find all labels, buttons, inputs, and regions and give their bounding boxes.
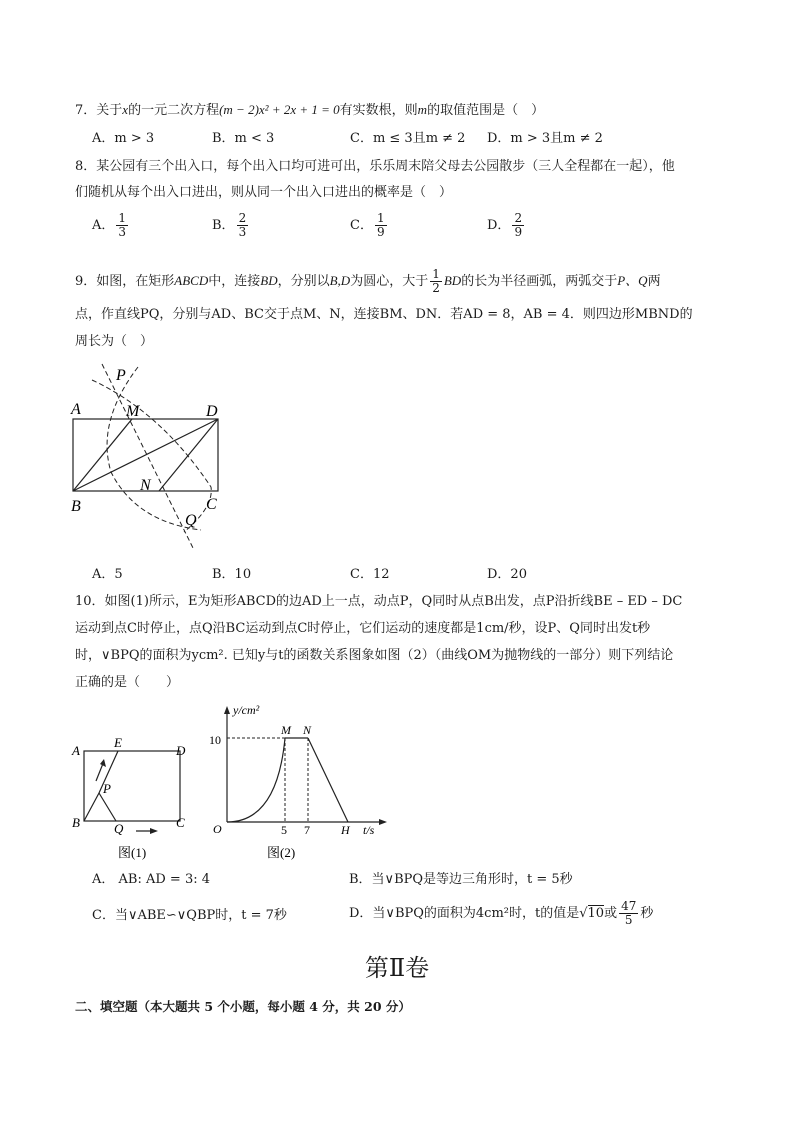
segment-nd [159, 419, 218, 491]
line-pq [102, 364, 194, 550]
x-axis-arrow-icon [379, 819, 387, 825]
q8-option-c-fraction [375, 212, 387, 239]
segment-nh [308, 738, 348, 822]
label-o: O [213, 822, 222, 836]
label-d: D [176, 743, 186, 758]
q9-bd: BD [260, 273, 278, 288]
numerator: 47 [621, 899, 637, 913]
section-2-heading: 二、填空题（本大题共 5 个小题，每小题 4 分，共 20 分） [75, 999, 411, 1014]
denominator: 3 [238, 225, 247, 239]
q10-option-b[interactable]: B．当∨BPQ是等边三角形时，t = 5秒 [349, 872, 573, 887]
q8-option-d-label: D． [487, 218, 511, 233]
q10-option-c[interactable]: C．当∨ABE∽∨QBP时，t = 7秒 [92, 908, 287, 923]
q8-option-a[interactable] [92, 212, 130, 239]
label-c: C [206, 496, 217, 513]
q7-option-b[interactable]: B．m < 3 [212, 131, 275, 146]
numerator: 1 [118, 211, 127, 225]
label-p: P [103, 781, 111, 796]
q10-line-3: 时，∨BPQ的面积为ycm². 已知y与t的函数关系图象如图（2）（曲线OM为抛物线的一部分）则下列结论 [75, 648, 674, 663]
q9-option-b[interactable]: B．10 [212, 567, 252, 582]
q9-abcd: ABCD [174, 273, 209, 288]
q9-option-c[interactable]: C．12 [350, 567, 390, 582]
q9-line-1-f: 两 [647, 274, 661, 289]
x-axis-label: t/s [363, 823, 375, 837]
q9-line-1-e: 的长为半径画弧，两弧交于 [461, 274, 618, 289]
label-n: N [140, 477, 151, 494]
numerator: 2 [238, 211, 247, 225]
rectangle-abcd [84, 751, 180, 821]
q7-stem-d: 的取值范围是（ ） [427, 103, 545, 118]
label-a: A [71, 401, 81, 418]
denominator: 2 [432, 281, 440, 295]
q10-option-d-unit: 秒 [640, 906, 654, 921]
q8-option-d-fraction [512, 212, 524, 239]
label-n: N [303, 723, 312, 737]
q10-option-d-or: 或 [604, 906, 618, 921]
q8-option-c[interactable] [350, 212, 389, 239]
numerator: 1 [432, 267, 440, 281]
q9-option-d[interactable]: D．20 [487, 567, 527, 582]
q9-option-a[interactable]: A．5 [92, 567, 123, 582]
label-d: D [206, 403, 218, 420]
q7-equation: (m − 2)x² + 2x + 1 = 0 [219, 102, 340, 117]
y-axis-label: y/cm² [233, 703, 260, 717]
segment-pq [99, 793, 116, 821]
label-c: C [176, 815, 185, 830]
label-q: Q [114, 821, 124, 836]
q10-line-1: 10．如图(1)所示，E为矩形ABCD的边AD上一点，动点P，Q同时从点B出发，点P沿折线BE – ED – DC [75, 594, 683, 609]
label-h: H [341, 823, 350, 837]
q8-option-b-fraction [237, 212, 249, 239]
curve-om [227, 738, 285, 822]
q9-b-d: B,D [329, 273, 351, 288]
q9-figure [66, 362, 236, 558]
q9-bd-2: BD [443, 273, 462, 288]
q7-option-c[interactable]: C．m ≤ 3且m ≠ 2 [350, 131, 466, 146]
label-m: M [281, 723, 291, 737]
tick-label-10: 10 [209, 733, 221, 747]
q9-line-1-b: 中，连接 [208, 274, 261, 289]
q10-option-d[interactable] [349, 900, 653, 927]
q8-line-1: 8．某公园有三个出入口，每个出入口均可进可出，乐乐周末陪父母去公园散步（三人全程都在一起），他 [75, 159, 675, 174]
y-axis-arrow-icon [224, 706, 230, 714]
q9-line-1 [75, 268, 661, 295]
numerator: 2 [514, 211, 523, 225]
q9-line-2: 点，作直线PQ，分别与AD、BC交于点M、N，连接BM、DN．若AD = 8，AB = 4．则四边形MBND的 [75, 307, 693, 322]
numerator: 1 [376, 211, 385, 225]
label-e: E [114, 735, 122, 750]
label-b: B [71, 498, 81, 515]
q7-stem-a: 7．关于 [75, 103, 123, 118]
q10-option-d-fraction [619, 900, 638, 927]
section-title: 第Ⅱ卷 [364, 954, 430, 982]
q8-option-a-fraction [116, 212, 128, 239]
segment-bm [73, 419, 132, 491]
arrow-up-icon [100, 759, 106, 767]
q8-option-d[interactable] [487, 212, 526, 239]
q7-stem-c: 有实数根，则 [339, 103, 418, 118]
q7-stem [75, 101, 544, 120]
tick-label-7: 7 [304, 823, 310, 837]
q10-option-d-text: D．当∨BPQ的面积为4cm²时，t的值是 [349, 906, 580, 921]
label-m: M [126, 403, 140, 420]
q10-figure-1 [66, 733, 196, 865]
arrow-right-icon [150, 828, 158, 834]
arc-from-d [107, 367, 201, 530]
q9-line-1-d: 为圆心，大于 [350, 274, 429, 289]
q7-var-m: m [417, 102, 428, 117]
label-a: A [72, 743, 80, 758]
q9-half-fraction [430, 268, 442, 295]
denominator: 9 [514, 225, 523, 239]
denominator: 9 [376, 225, 385, 239]
label-b: B [72, 815, 80, 830]
caption-fig-1: 图(1) [118, 845, 147, 860]
q10-option-d-sqrt: 10 [587, 906, 605, 921]
q7-var-x: x [122, 102, 129, 117]
arc-from-b [92, 380, 211, 532]
q8-option-b-label: B． [212, 218, 235, 233]
q7-stem-b: 的一元二次方程 [128, 103, 220, 118]
caption-fig-2: 图(2) [267, 845, 296, 860]
q8-option-b[interactable] [212, 212, 250, 239]
q10-line-4: 正确的是（ ） [75, 675, 180, 690]
q9-line-1-a: 9．如图，在矩形 [75, 274, 175, 289]
denominator: 3 [118, 225, 127, 239]
q10-line-2: 运动到点C时停止，点Q沿BC运动到点C时停止，它们运动的速度都是1cm/秒，设P、Q同时出发t秒 [75, 621, 651, 636]
segment-be [84, 751, 118, 821]
q9-pq: P、Q [617, 273, 648, 288]
q10-option-a[interactable]: A． AB: AD = 3: 4 [92, 872, 210, 887]
q8-option-c-label: C． [350, 218, 373, 233]
sqrt-icon: √ [579, 906, 588, 921]
q9-line-1-c: ，分别以 [277, 274, 330, 289]
q9-line-3: 周长为（ ） [75, 334, 154, 349]
q8-line-2: 们随机从每个出入口进出，则从同一个出入口进出的概率是（ ） [75, 185, 453, 200]
tick-label-5: 5 [281, 823, 287, 837]
q7-option-d[interactable]: D．m > 3且m ≠ 2 [487, 131, 603, 146]
denominator: 5 [624, 913, 633, 927]
q8-option-a-label: A． [92, 218, 115, 233]
label-p: P [116, 367, 126, 384]
q7-option-a[interactable]: A．m > 3 [92, 131, 155, 146]
label-q: Q [185, 512, 197, 529]
q10-figure-2 [205, 700, 395, 865]
